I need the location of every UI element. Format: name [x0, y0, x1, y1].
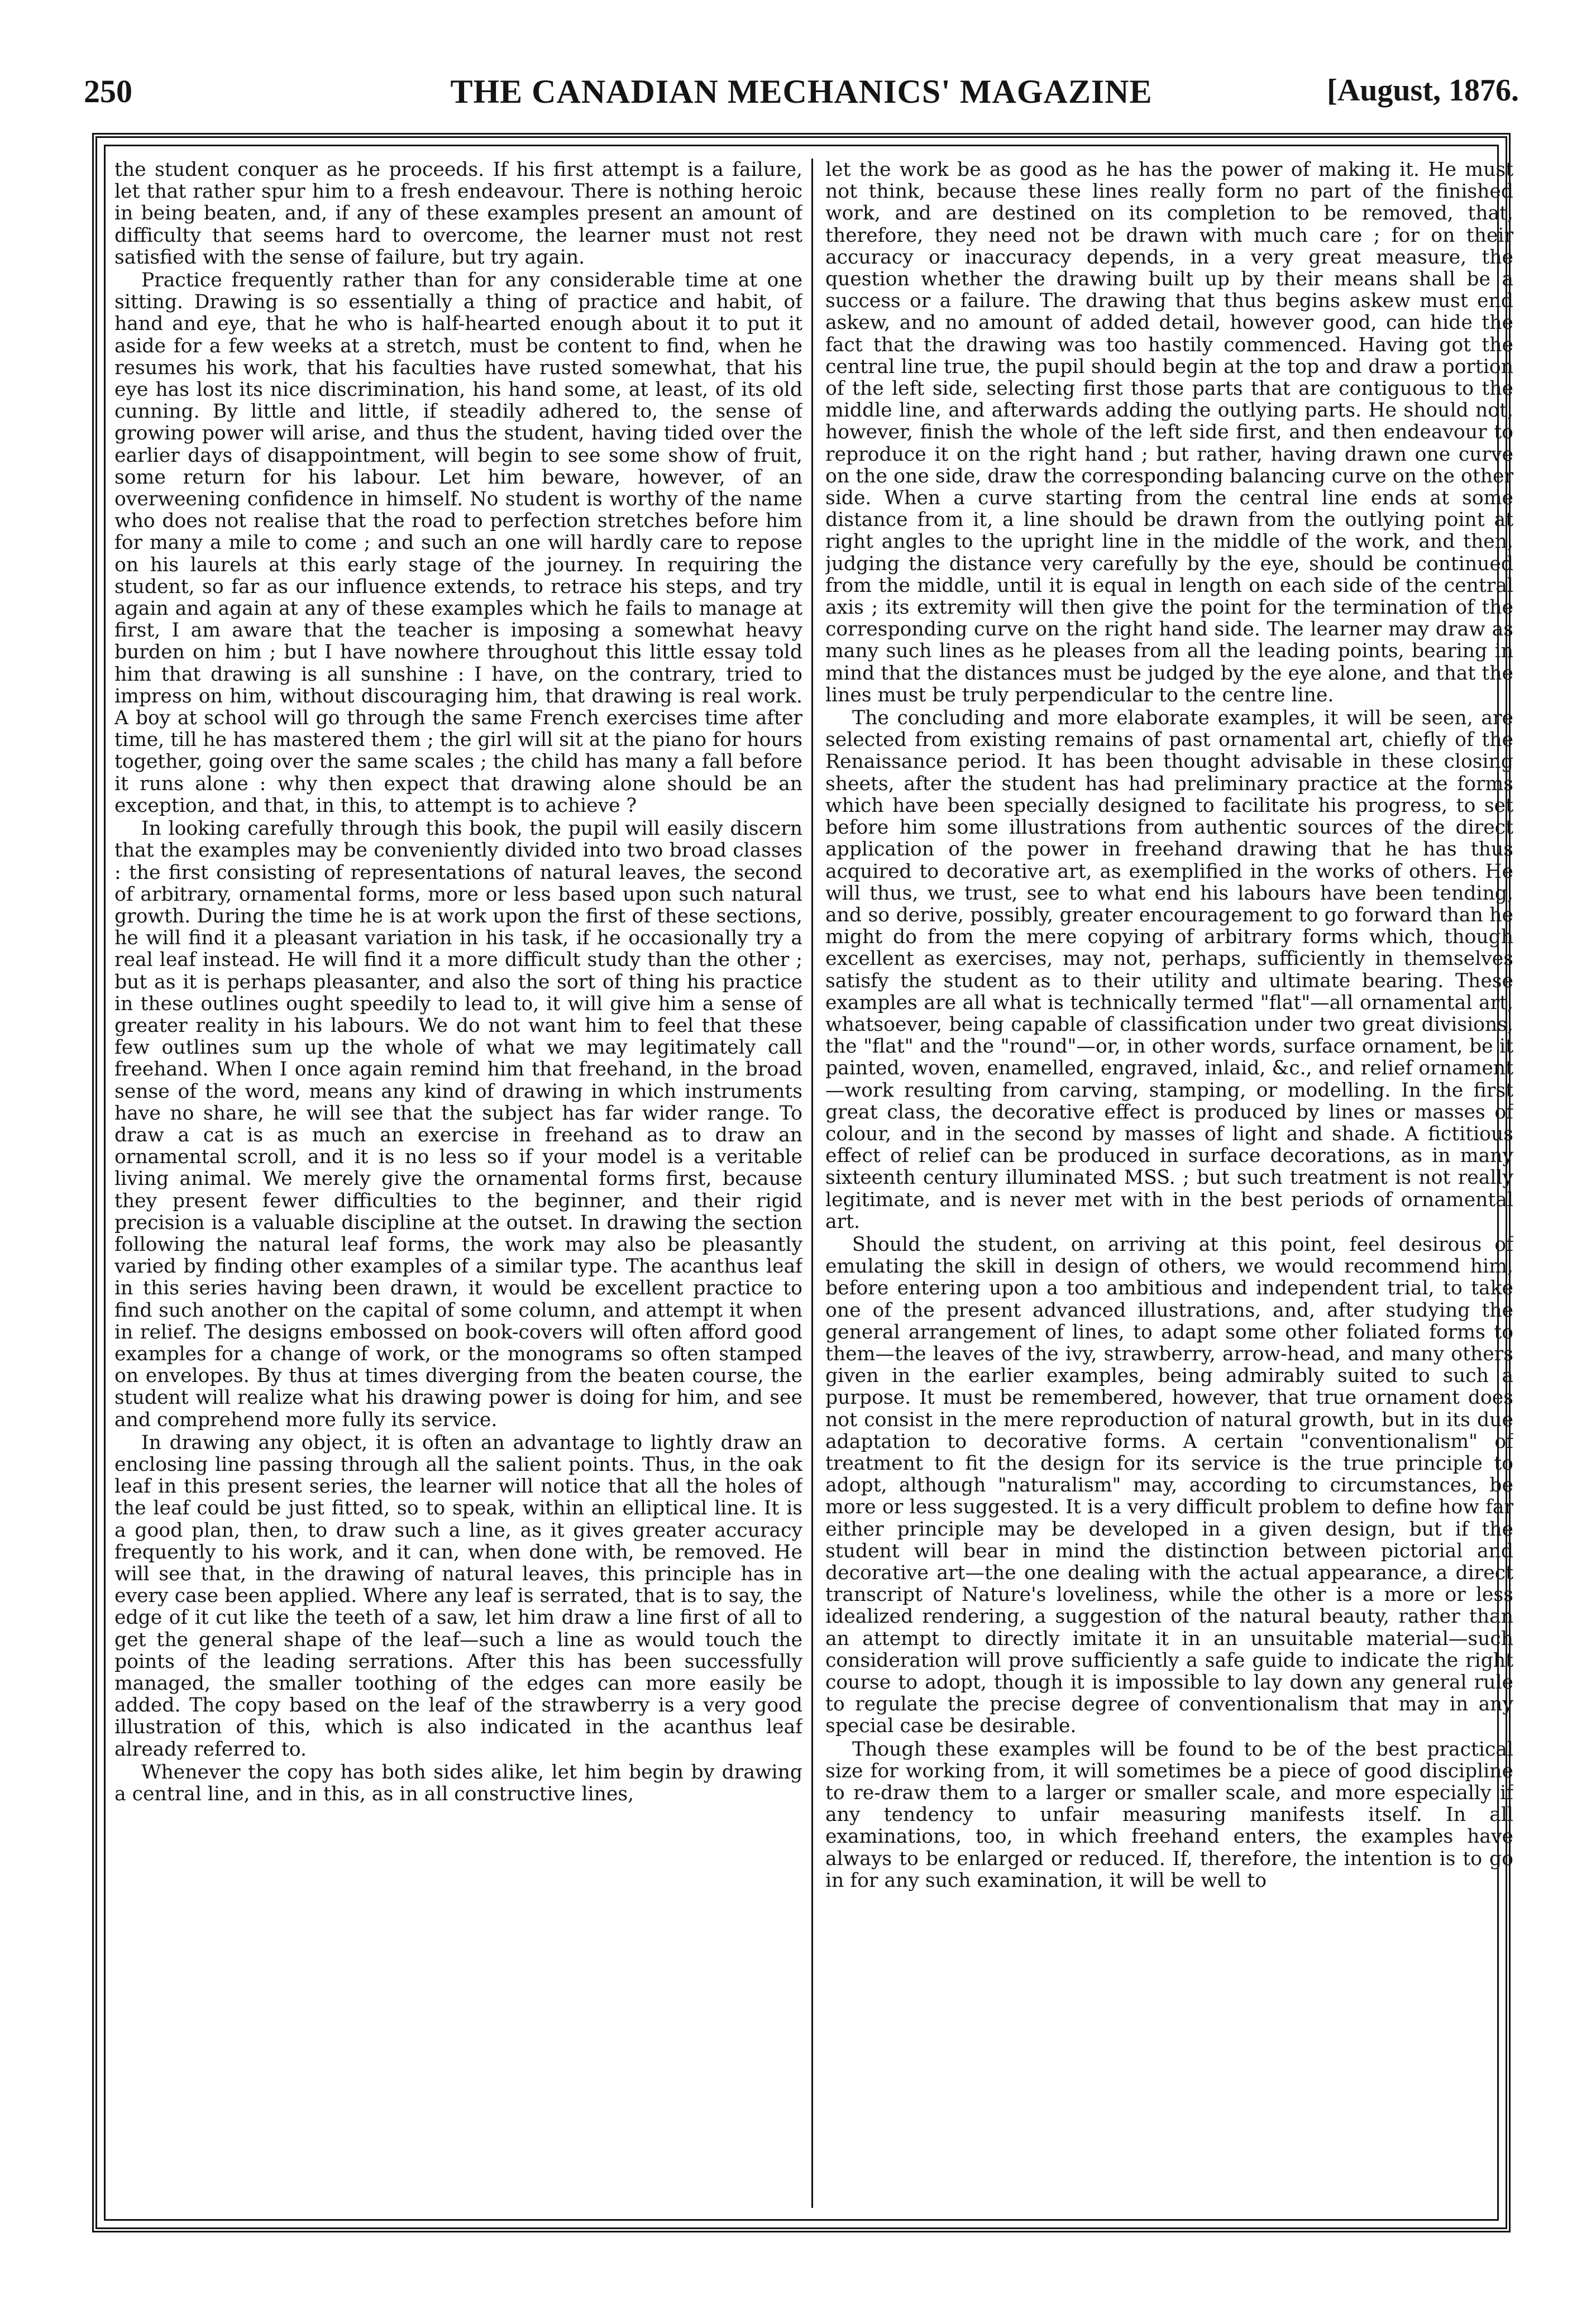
- paragraph: Whenever the copy has both sides alike, let him begin by drawing a central line, and in this, as in all constructive lines,: [114, 1761, 802, 1806]
- paragraph: The concluding and more elaborate examples, it will be seen, are selected from existing remains of past ornamental art, chiefly of the Renaissance period. It has been thought advisable in these closing sheets, after the student has had preliminary practice at the forms which have been specially designed to facilitate his progress, to set before him some illustrations from authentic sources of the direct application of the power in freehand drawing that he has thus acquired to decorative art, as exemplified in the works of others. He will thus, we trust, see to what end his labours have been tending, and so derive, possibly, greater encouragement to go forward than he might do from the mere copying of arbitrary forms which, though excellent as exercises, may not, perhaps, sufficiently in themselves satisfy the student as to their utility and ultimate bearing. These examples are all what is technically termed "flat"—all ornamental art, whatsoever, being capable of classification under two great divisions, the "flat" and the "round"—or, in other words, surface ornament, be it painted, woven, enamelled, engraved, inlaid, &c., and relief ornament—work resulting from carving, stamping, or modelling. In the first great class, the decorative effect is produced by lines or masses of colour, and in the second by masses of light and shade. A fictitious effect of relief can be produced in surface decorations, as in many sixteenth century illuminated MSS. ; but such treatment is not really legitimate, and is never met with in the best periods of ornamental art.: [825, 707, 1513, 1233]
- paragraph: the student conquer as he proceeds. If his first attempt is a failure, let that rather spur him to a fresh endeavour. There is nothing heroic in being beaten, and, if any of these examples present an amount of difficulty that seems hard to overcome, the learner must not rest satisfied with the sense of failure, but try again.: [114, 159, 802, 269]
- page-number: 250: [84, 73, 132, 109]
- page-header: [84, 73, 1519, 134]
- paragraph: let the work be as good as he has the power of making it. He must not think, because these lines really form no part of the finished work, and are destined on its completion to be removed, that, therefore, they need not be drawn with much care ; for on their accuracy or inaccuracy depends, in a very great measure, the question whether the drawing built up by their means shall be a success or a failure. The drawing that thus begins askew must end askew, and no amount of added detail, however good, can hide the fact that the drawing was too hastily commenced. Having got the central line true, the pupil should begin at the top and draw a portion of the left side, selecting first those parts that are contiguous to the middle line, and afterwards adding the outlying parts. He should not, however, finish the whole of the left side first, and then endeavour to reproduce it on the right hand ; but rather, having drawn one curve on the one side, draw the corresponding balancing curve on the other side. When a curve starting from the central line ends at some distance from it, a line should be drawn from the outlying point at right angles to the upright line in the middle of the work, and then, judging the distance very carefully by the eye, should be continued from the middle, until it is equal in length on each side of the central axis ; its extremity will then give the point for the termination of the corresponding curve on the right hand side. The learner may draw as many such lines as he pleases from all the leading points, bearing in mind that the distances must be judged by the eye alone, and that the lines must be truly perpendicular to the centre line.: [825, 159, 1513, 706]
- right-column: [825, 159, 1513, 2136]
- left-column: [114, 159, 802, 2136]
- paragraph: In drawing any object, it is often an advantage to lightly draw an enclosing line passing through all the salient points. Thus, in the oak leaf in this present series, the learner will notice that all the holes of the leaf could be just fitted, so to speak, within an elliptical line. It is a good plan, then, to draw such a line, as it gives greater accuracy frequently to his work, and it can, when done with, be removed. He will see that, in the drawing of natural leaves, this principle has in every case been applied. Where any leaf is serrated, that is to say, the edge of it cut like the teeth of a saw, let him draw a line first of all to get the general shape of the leaf—such a line as would touch the points of the leading serrations. After this has been successfully managed, the smaller toothing of the edges can more easily be added. The copy based on the leaf of the strawberry is a very good illustration of this, which is also indicated in the acanthus leaf already referred to.: [114, 1431, 802, 1761]
- column-divider: [811, 159, 813, 2208]
- paragraph: Should the student, on arriving at this point, feel desirous of emulating the skill in design of others, we would recommend him, before entering upon a too ambitious and independent trial, to take one of the present advanced illustrations, and, after studying the general arrangement of lines, to adapt some other foliated forms to them—the leaves of the ivy, strawberry, arrow-head, and many others given in the earlier examples, being admirably suited to such a purpose. It must be remembered, however, that true ornament does not consist in the mere reproduction of natural growth, but in its due adaptation to decorative forms. A certain "conventionalism" of treatment to fit the design for its service is the true principle to adopt, although "naturalism" may, according to circumstances, be more or less suggested. It is a very difficult problem to define how far either principle may be developed in a given design, but if the student will bear in mind the distinction between pictorial and decorative art—the one dealing with the actual appearance, a direct transcript of Nature's loveliness, while the other is a more or less idealized rendering, a suggestion of the natural beauty, rather than an attempt to directly imitate it in an unsuitable material—such consideration will prove sufficiently a safe guide to indicate the right course to adopt, though it is impossible to lay down any general rule to regulate the precise degree of conventionalism that may in any special case be desirable.: [825, 1233, 1513, 1738]
- paragraph: In looking carefully through this book, the pupil will easily discern that the examples may be conveniently divided into two broad classes : the first consisting of representations of natural leaves, the second of arbitrary, ornamental forms, more or less based upon such natural growth. During the time he is at work upon the first of these sections, he will find it a pleasant variation in his task, if he occasionally try a real leaf instead. He will find it a more difficult study than the other ; but as it is perhaps pleasanter, and also the sort of thing his practice in these outlines ought speedily to lead to, it will give him a sense of greater reality in his labours. We do not want him to feel that these few outlines sum up the whole of what we may legitimately call freehand. When I once again remind him that freehand, in the broad sense of the word, means any kind of drawing in which instruments have no share, he will see that the subject has far wider range. To draw a cat is as much an exercise in freehand as to draw an ornamental scroll, and it is no less so if your model is a veritable living animal. We merely give the ornamental forms first, because they present fewer difficulties to the beginner, and their rigid precision is a valuable discipline at the outset. In drawing the section following the natural leaf forms, the work may also be pleasantly varied by finding other examples of a similar type. The acanthus leaf in this series having been drawn, it would be excellent practice to find such another on the capital of some column, and attempt it when in relief. The designs embossed on book-covers will often afford good examples for a change of work, or the monograms so often stamped on envelopes. By thus at times diverging from the beaten course, the student will realize what his drawing power is doing for him, and see and comprehend more fully its service.: [114, 817, 802, 1431]
- paragraph: Practice frequently rather than for any considerable time at one sitting. Drawing is so essentially a thing of practice and habit, of hand and eye, that he who is half-hearted enough about it to put it aside for a few weeks at a stretch, must be content to find, when he resumes his work, that his faculties have rusted somewhat, that his eye has lost its nice discrimination, his hand some, at least, of its old cunning. By little and little, if steadily adhered to, the sense of growing power will arise, and thus the student, having tided over the earlier days of disappointment, will begin to see some show of fruit, some return for his labour. Let him beware, however, of an overweening confidence in himself. No student is worthy of the name who does not realise that the road to perfection stretches before him for many a mile to come ; and such an one will hardly care to repose on his laurels at this early stage of the journey. In requiring the student, so far as our influence extends, to retrace his steps, and try again and again at any of these examples which he fails to manage at first, I am aware that the teacher is imposing a somewhat heavy burden on him ; but I have nowhere throughout this little essay told him that drawing is all sunshine : I have, on the contrary, tried to impress on him, without discouraging him, that drawing is real work. A boy at school will go through the same French exercises time after time, till he has mastered them ; the girl will sit at the piano for hours together, going over the same scales ; the child has many a fall before it runs alone : why then expect that drawing alone should be an exception, and that, in this, to attempt is to achieve ?: [114, 269, 802, 817]
- paragraph: Though these examples will be found to be of the best practical size for working from, it will sometimes be a piece of good discipline to re-draw them to a larger or smaller scale, and more especially if any tendency to unfair measuring manifests itself. In all examinations, too, in which freehand enters, the examples have always to be enlarged or reduced. If, therefore, the intention is to go in for any such examination, it will be well to: [825, 1738, 1513, 1892]
- issue-date: [August, 1876.: [1327, 73, 1519, 108]
- magazine-title: THE CANADIAN MECHANICS' MAGAZINE: [450, 73, 1153, 110]
